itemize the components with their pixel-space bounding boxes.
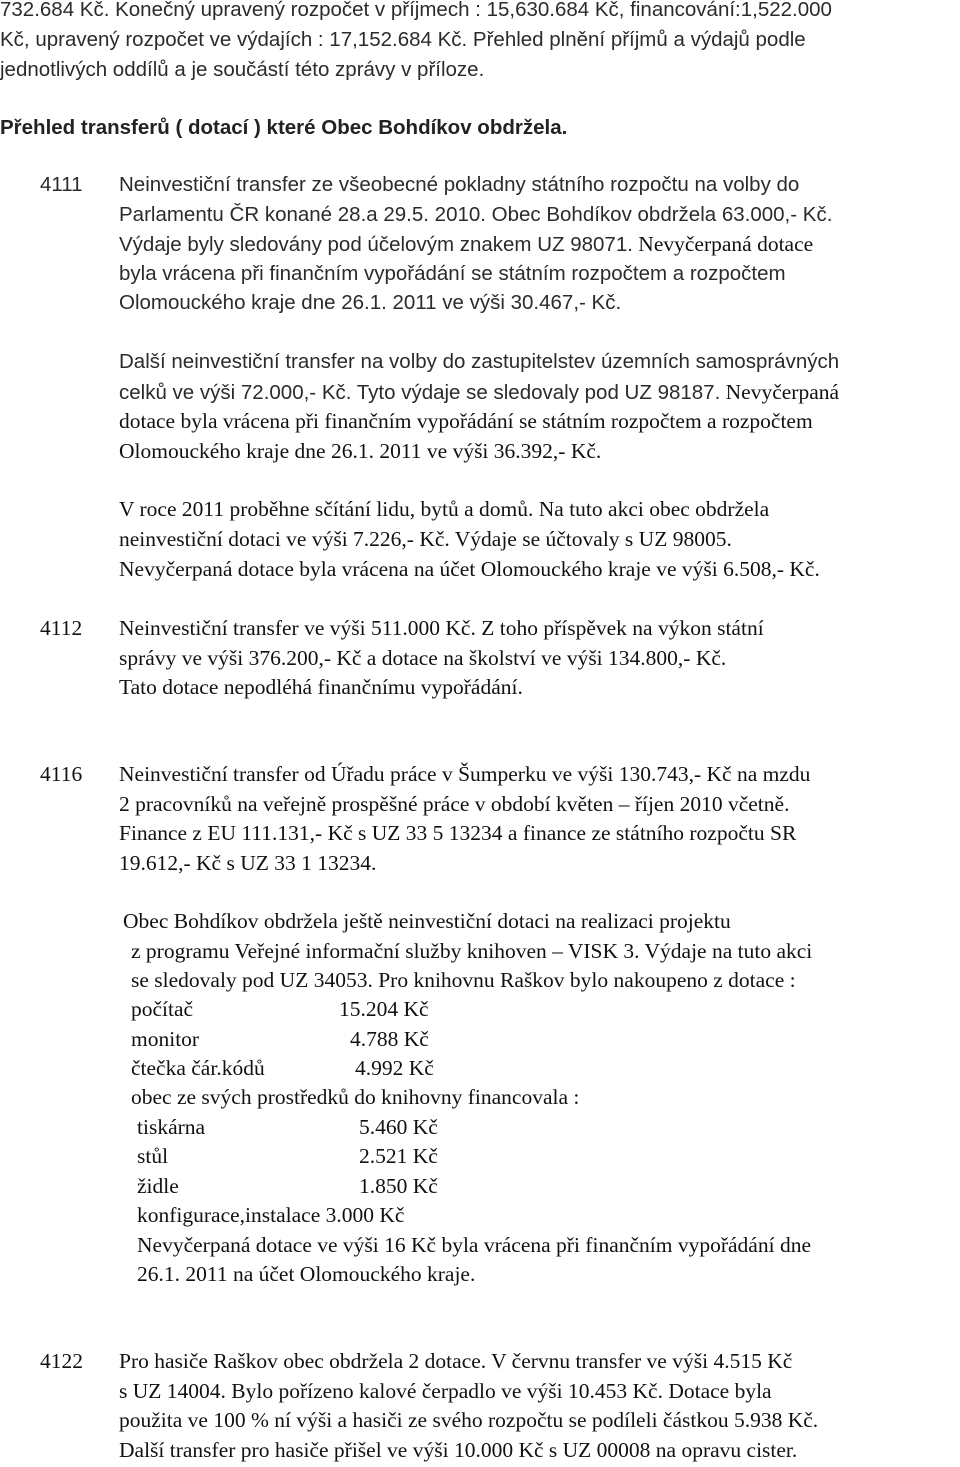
section-code-4122: 4122 [40, 1349, 83, 1373]
s4111-p2-line-3: dotace byla vrácena při finančním vypořádání se státním rozpočtem a rozpočtem [119, 409, 813, 433]
s4116-p2-line-2: z programu Veřejné informační služby knihoven – VISK 3. Výdaje na tuto akci [131, 939, 813, 963]
s4111-p3-line-3: Nevyčerpaná dotace byla vrácena na účet Olomouckého kraje ve výši 6.508,- Kč. [119, 557, 820, 581]
s4111-line-3 [119, 229, 813, 260]
intro-line-3: jednotlivých oddílů a je součástí této zprávy v příloze. [0, 58, 485, 81]
s4111-line-3a: Výdaje byly sledovány pod účelovým znakem UZ 98071. [119, 233, 633, 256]
s4111-p3-line-2: neinvestiční dotaci ve výši 7.226,- Kč. Výdaje se účtovaly s UZ 98005. [119, 527, 732, 551]
intro-line-2: Kč, upravený rozpočet ve výdajích : 17,152.684 Kč. Přehled plnění příjmů a výdajů podle [0, 28, 806, 51]
s4116-p2-line-1: Obec Bohdíkov obdržela ještě neinvestiční dotaci na realizaci projektu [123, 909, 731, 933]
section-code-4111: 4111 [40, 173, 83, 196]
s4111-p2-line-2b: Nevyčerpaná [720, 380, 840, 404]
s4112-line-1: Neinvestiční transfer ve výši 511.000 Kč. Z toho příspěvek na výkon státní [119, 616, 764, 640]
item-name: židle [137, 1174, 179, 1198]
returned-line-2: 26.1. 2011 na účet Olomouckého kraje. [137, 1262, 476, 1286]
s4122-line-4: Další transfer pro hasiče přišel ve výši 10.000 Kč s UZ 00008 na opravu cister. [119, 1438, 798, 1462]
s4112-line-2: správy ve výši 376.200,- Kč a dotace na školství ve výši 134.800,- Kč. [119, 646, 727, 670]
section-code-4112: 4112 [40, 616, 83, 640]
s4122-line-2: s UZ 14004. Bylo pořízeno kalové čerpadlo ve výši 10.453 Kč. Dotace byla [119, 1379, 772, 1403]
s4116-p2-line-3: se sledovaly pod UZ 34053. Pro knihovnu Raškov bylo nakoupeno z dotace : [131, 968, 796, 992]
item-name: čtečka čár.kódů [131, 1056, 265, 1080]
s4122-line-1: Pro hasiče Raškov obec obdržela 2 dotace. V červnu transfer ve výši 4.515 Kč [119, 1349, 793, 1373]
s4111-p2-line-1: Další neinvestiční transfer na volby do zastupitelstev územních samosprávných [119, 350, 840, 373]
item-name: monitor [131, 1027, 200, 1051]
item-amount: 4.788 Kč [350, 1027, 429, 1051]
item-amount: 15.204 Kč [339, 997, 429, 1021]
section-heading: Přehled transferů ( dotací ) které Obec Bohdíkov obdržela. [0, 116, 568, 139]
item-amount: 2.521 Kč [359, 1144, 438, 1168]
s4122-line-3: použita ve 100 % ní výši a hasiči ze svého rozpočtu se podíleli částkou 5.938 Kč. [119, 1408, 819, 1432]
section-code-4116: 4116 [40, 762, 83, 786]
s4112-line-3: Tato dotace nepodléhá finančnímu vypořádání. [119, 675, 523, 699]
s4111-line-5: Olomouckého kraje dne 26.1. 2011 ve výši 30.467,- Kč. [119, 291, 622, 314]
item-name: tiskárna [137, 1115, 206, 1139]
s4111-line-4: byla vrácena při finančním vypořádání se státním rozpočtem a rozpočtem [119, 262, 786, 285]
s4111-line-1: Neinvestiční transfer ze všeobecné pokladny státního rozpočtu na volby do [119, 173, 800, 196]
s4116-line-3: Finance z EU 111.131,- Kč s UZ 33 5 13234 a finance ze státního rozpočtu SR [119, 821, 797, 845]
returned-line-1: Nevyčerpaná dotace ve výši 16 Kč byla vrácena při finančním vypořádání dne [137, 1233, 811, 1257]
item-amount: 5.460 Kč [359, 1115, 438, 1139]
item-amount: 4.992 Kč [355, 1056, 434, 1080]
s4111-p2-line-4: Olomouckého kraje dne 26.1. 2011 ve výši 36.392,- Kč. [119, 439, 602, 463]
s4111-p2-line-2-wrap [119, 377, 839, 408]
item-name: počítač [131, 997, 194, 1021]
s4116-line-2: 2 pracovníků na veřejně prospěšné práce v období květen – říjen 2010 včetně. [119, 792, 790, 816]
config-line: konfigurace,instalace 3.000 Kč [137, 1203, 405, 1227]
s4111-line-2: Parlamentu ČR konané 28.a 29.5. 2010. Obec Bohdíkov obdržela 63.000,- Kč. [119, 203, 833, 226]
s4111-p3-line-1: V roce 2011 proběhne sčítání lidu, bytů a domů. Na tuto akci obec obdržela [119, 497, 770, 521]
s4111-p2-line-2a: celků ve výši 72.000,- Kč. Tyto výdaje se sledovaly pod UZ 98187. [119, 381, 721, 404]
s4116-line-1: Neinvestiční transfer od Úřadu práce v Šumperku ve výši 130.743,- Kč na mzdu [119, 762, 811, 786]
item-name: stůl [137, 1144, 169, 1168]
intro-line-1: 732.684 Kč. Konečný upravený rozpočet v příjmech : 15,630.684 Kč, financování:1,522.000 [0, 0, 832, 21]
s4116-line-4: 19.612,- Kč s UZ 33 1 13234. [119, 851, 377, 875]
item-amount: 1.850 Kč [359, 1174, 438, 1198]
s4111-line-3b: Nevyčerpaná dotace [632, 232, 814, 256]
own-funds-line: obec ze svých prostředků do knihovny financovala : [131, 1085, 580, 1109]
